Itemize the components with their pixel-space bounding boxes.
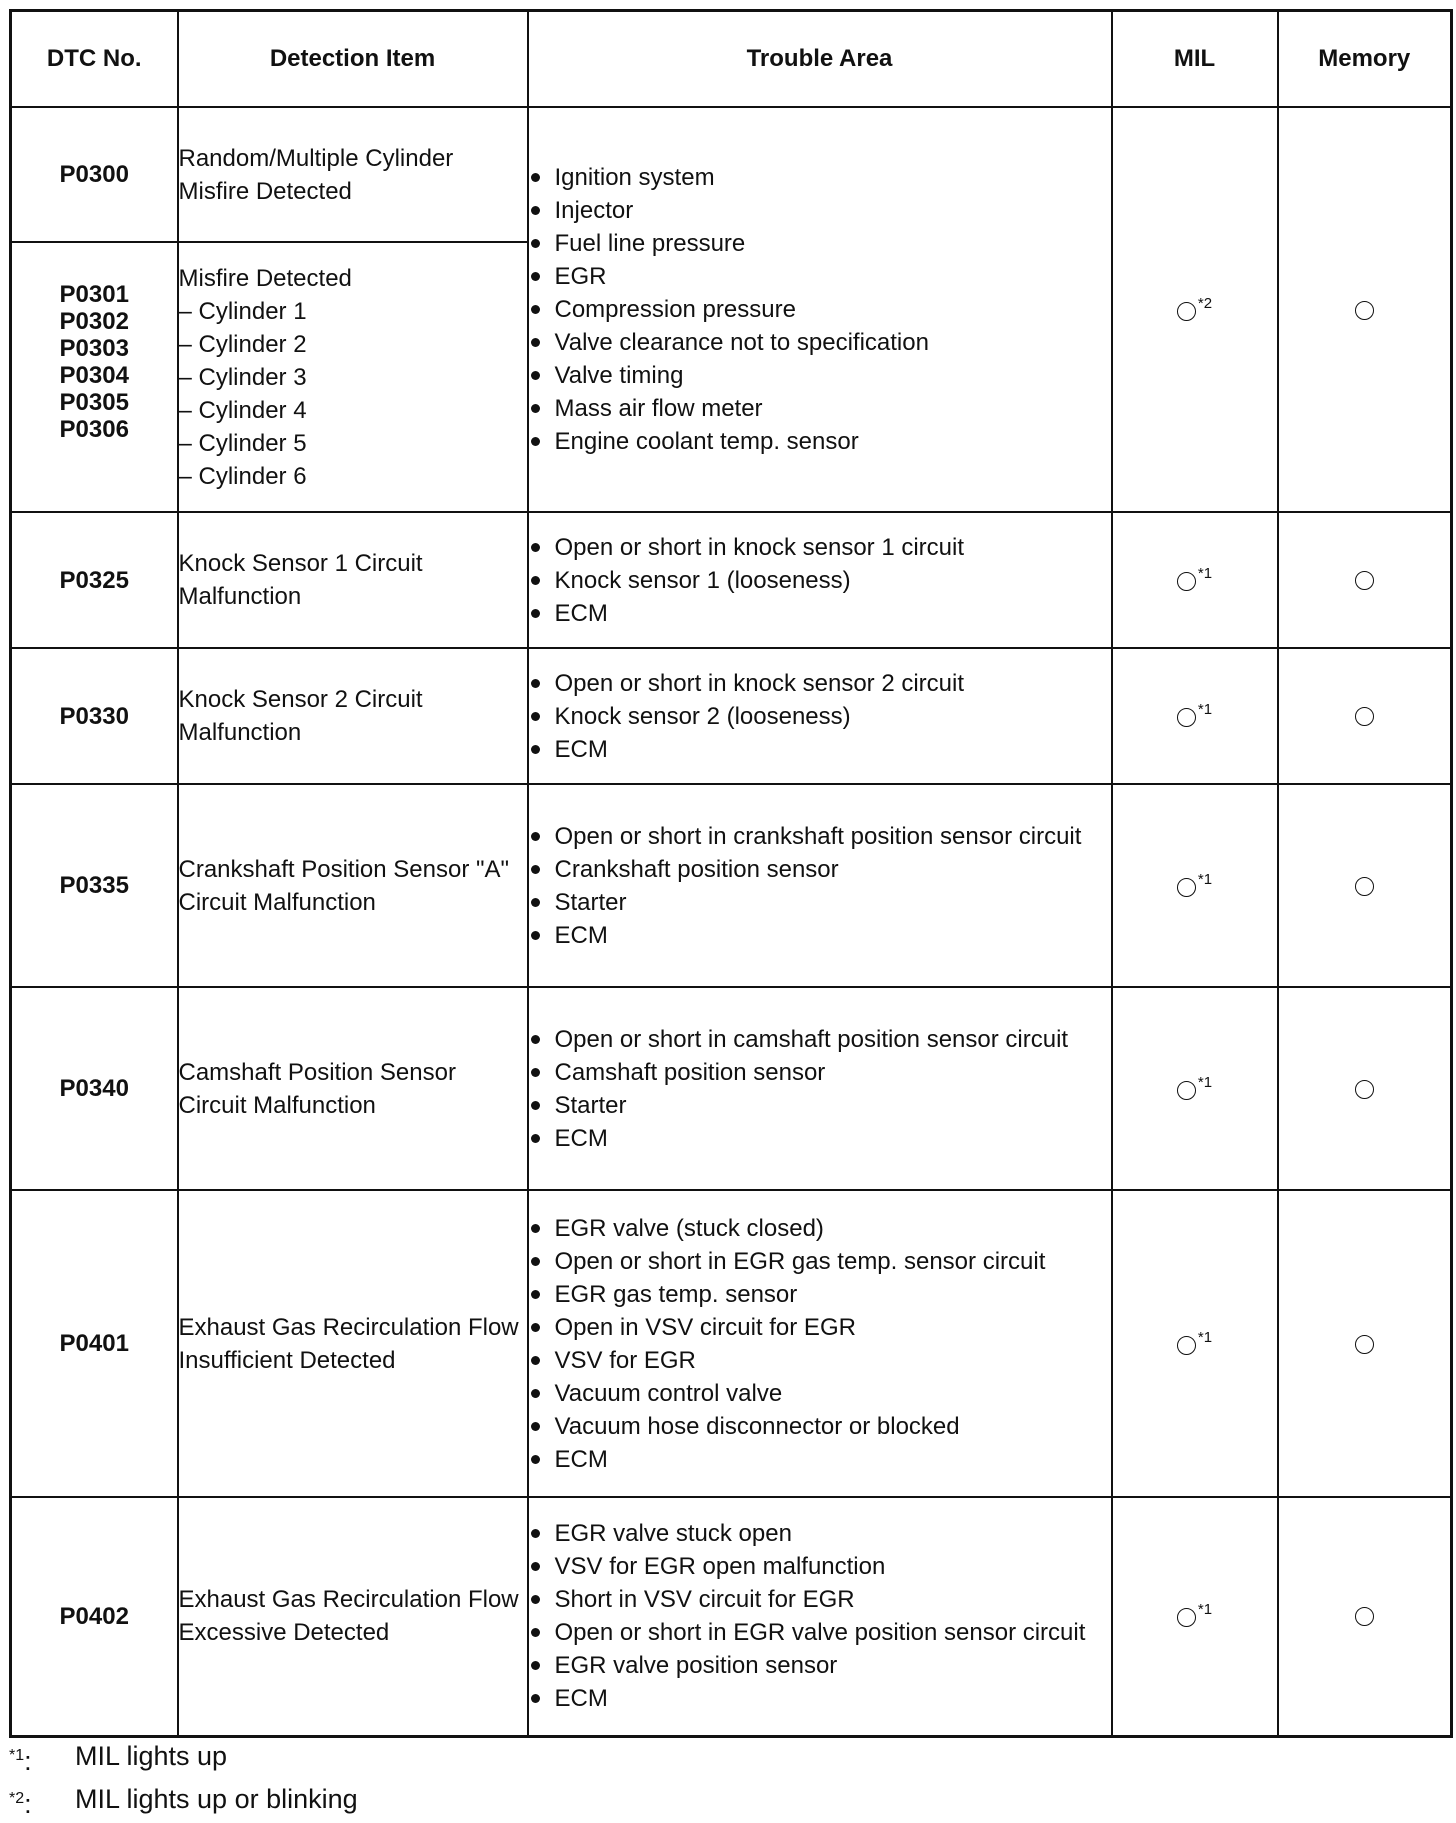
- detection-line: – Cylinder 6: [178, 462, 307, 490]
- circle-icon: [1177, 302, 1196, 321]
- trouble-item: Vacuum control valve: [529, 1377, 1111, 1410]
- trouble-area: [528, 648, 1112, 784]
- trouble-list: [529, 161, 1111, 458]
- dtc-code-list: [11, 242, 178, 512]
- circle-icon: [1177, 572, 1196, 591]
- trouble-area: [528, 512, 1112, 648]
- trouble-item: ECM: [529, 1682, 1111, 1715]
- header-memory: Memory: [1278, 11, 1452, 108]
- table-row: [11, 1497, 1452, 1736]
- header-mil: MIL: [1112, 11, 1278, 108]
- trouble-item: ECM: [529, 1122, 1111, 1155]
- detection-item: Knock Sensor 2 Circuit Malfunction: [178, 648, 528, 784]
- trouble-item: Valve timing: [529, 359, 1111, 392]
- dtc-code: P0306: [59, 416, 129, 443]
- circle-icon: [1177, 878, 1196, 897]
- mil-cell: [1112, 784, 1278, 987]
- footnotes: [9, 1737, 358, 1823]
- circle-icon: [1355, 707, 1374, 726]
- trouble-area: [528, 107, 1112, 512]
- memory-cell: [1278, 648, 1452, 784]
- footnote-mark-text: *1: [9, 1747, 25, 1764]
- footnote: [9, 1780, 358, 1823]
- trouble-item: Short in VSV circuit for EGR: [529, 1583, 1111, 1616]
- dtc-code: P0305: [59, 389, 129, 416]
- dtc-code: P0303: [59, 335, 129, 362]
- mil-footnote-ref: *1: [1197, 1601, 1213, 1619]
- circle-icon: [1355, 877, 1374, 896]
- detection-item: Exhaust Gas Recirculation Flow Insufficient Detected: [178, 1190, 528, 1497]
- trouble-area: [528, 1190, 1112, 1497]
- trouble-item: EGR valve (stuck closed): [529, 1212, 1111, 1245]
- trouble-list: [529, 1212, 1111, 1476]
- trouble-item: Camshaft position sensor: [529, 1056, 1111, 1089]
- dtc-code: P0401: [11, 1190, 178, 1497]
- table-row: [11, 987, 1452, 1190]
- trouble-item: Knock sensor 2 (looseness): [529, 700, 1111, 733]
- trouble-item: Engine coolant temp. sensor: [529, 425, 1111, 458]
- mil-cell: [1112, 107, 1278, 512]
- circle-icon: [1177, 1081, 1196, 1100]
- dtc-code: P0330: [11, 648, 178, 784]
- dtc-code: P0302: [59, 308, 129, 335]
- mil-cell: [1112, 1497, 1278, 1736]
- detection-item: [178, 242, 528, 512]
- trouble-item: Open or short in crankshaft position sensor circuit: [529, 820, 1111, 853]
- mil-footnote-ref: *1: [1197, 1073, 1213, 1091]
- circle-icon: [1177, 708, 1196, 727]
- mil-footnote-ref: *1: [1197, 701, 1213, 718]
- trouble-item: Valve clearance not to specification: [529, 326, 1111, 359]
- footnote: [9, 1737, 358, 1780]
- trouble-area: [528, 987, 1112, 1190]
- table-row: [11, 648, 1452, 784]
- trouble-list: [529, 667, 1111, 766]
- header-dtc-no: DTC No.: [11, 11, 178, 108]
- trouble-item: EGR gas temp. sensor: [529, 1278, 1111, 1311]
- dtc-code: P0402: [11, 1497, 178, 1736]
- footnote-mark-text: *2: [9, 1790, 25, 1807]
- mil-footnote-ref: *1: [1197, 565, 1213, 582]
- trouble-item: Starter: [529, 886, 1111, 919]
- detection-item: Knock Sensor 1 Circuit Malfunction: [178, 512, 528, 648]
- trouble-item: Injector: [529, 194, 1111, 227]
- dtc-code: P0340: [11, 987, 178, 1190]
- mil-cell: [1112, 1190, 1278, 1497]
- trouble-item: VSV for EGR open malfunction: [529, 1550, 1111, 1583]
- trouble-item: EGR: [529, 260, 1111, 293]
- trouble-item: Ignition system: [529, 161, 1111, 194]
- trouble-item: Fuel line pressure: [529, 227, 1111, 260]
- circle-icon: [1355, 1607, 1374, 1626]
- detection-item: Camshaft Position Sensor Circuit Malfunction: [178, 987, 528, 1190]
- trouble-item: Starter: [529, 1089, 1111, 1122]
- detection-item: Random/Multiple Cylinder Misfire Detected: [178, 107, 528, 242]
- circle-icon: [1355, 1080, 1374, 1099]
- memory-cell: [1278, 1497, 1452, 1736]
- trouble-item: Open or short in knock sensor 2 circuit: [529, 667, 1111, 700]
- header-trouble-area: Trouble Area: [528, 11, 1112, 108]
- trouble-item: ECM: [529, 597, 1111, 630]
- mil-cell: [1112, 987, 1278, 1190]
- dtc-code: P0301: [59, 281, 129, 308]
- footnote-mark: $^{*1}$:: [9, 1746, 32, 1776]
- trouble-item: Knock sensor 1 (looseness): [529, 564, 1111, 597]
- trouble-item: EGR valve stuck open: [529, 1517, 1111, 1550]
- table-row: [11, 107, 1452, 242]
- trouble-item: Crankshaft position sensor: [529, 853, 1111, 886]
- circle-icon: [1177, 1336, 1196, 1355]
- trouble-item: Open or short in EGR valve position sensor circuit: [529, 1616, 1111, 1649]
- dtc-code: P0335: [11, 784, 178, 987]
- trouble-item: Compression pressure: [529, 293, 1111, 326]
- memory-cell: [1278, 1190, 1452, 1497]
- detection-line: Misfire Detected: [178, 264, 352, 292]
- memory-cell: [1278, 107, 1452, 512]
- circle-icon: [1355, 1335, 1374, 1354]
- mil-footnote-ref: *2: [1197, 294, 1213, 312]
- trouble-item: ECM: [529, 733, 1111, 766]
- trouble-item: Mass air flow meter: [529, 392, 1111, 425]
- trouble-item: Open or short in camshaft position sensor circuit: [529, 1023, 1111, 1056]
- mil-footnote-ref: *1: [1197, 1328, 1213, 1346]
- trouble-item: ECM: [529, 919, 1111, 952]
- table-row: [11, 1190, 1452, 1497]
- trouble-item: Vacuum hose disconnector or blocked: [529, 1410, 1111, 1443]
- footnote-mark: $^{*2}$:: [9, 1789, 32, 1819]
- trouble-item: EGR valve position sensor: [529, 1649, 1111, 1682]
- detection-line: – Cylinder 4: [178, 396, 307, 424]
- memory-cell: [1278, 512, 1452, 648]
- trouble-item: Open or short in EGR gas temp. sensor circuit: [529, 1245, 1111, 1278]
- header-detection-item: Detection Item: [178, 11, 528, 108]
- trouble-list: [529, 1023, 1111, 1155]
- mil-cell: [1112, 512, 1278, 648]
- footnote-text: MIL lights up: [75, 1741, 228, 1771]
- detection-item: Exhaust Gas Recirculation Flow Excessive Detected: [178, 1497, 528, 1736]
- mil-footnote-ref: *1: [1197, 870, 1213, 888]
- dtc-code: P0325: [11, 512, 178, 648]
- detection-item: Crankshaft Position Sensor "A" Circuit Malfunction: [178, 784, 528, 987]
- trouble-item: Open in VSV circuit for EGR: [529, 1311, 1111, 1344]
- trouble-list: [529, 531, 1111, 630]
- table-row: [11, 512, 1452, 648]
- dtc-code: P0304: [59, 362, 129, 389]
- detection-line: – Cylinder 1: [178, 297, 307, 325]
- circle-icon: [1177, 1608, 1196, 1627]
- trouble-list: [529, 1517, 1111, 1715]
- detection-line: – Cylinder 2: [178, 330, 307, 358]
- circle-icon: [1355, 301, 1374, 320]
- trouble-item: VSV for EGR: [529, 1344, 1111, 1377]
- dtc-code: P0300: [11, 107, 178, 242]
- header-row: [11, 11, 1452, 108]
- detection-line: – Cylinder 5: [178, 429, 307, 457]
- memory-cell: [1278, 784, 1452, 987]
- footnote-text: MIL lights up or blinking: [75, 1784, 358, 1814]
- trouble-item: ECM: [529, 1443, 1111, 1476]
- trouble-area: [528, 784, 1112, 987]
- dtc-table: [9, 9, 1453, 1738]
- trouble-area: [528, 1497, 1112, 1736]
- detection-line: – Cylinder 3: [178, 363, 307, 391]
- memory-cell: [1278, 987, 1452, 1190]
- table-row: [11, 784, 1452, 987]
- mil-cell: [1112, 648, 1278, 784]
- trouble-item: Open or short in knock sensor 1 circuit: [529, 531, 1111, 564]
- trouble-list: [529, 820, 1111, 952]
- circle-icon: [1355, 571, 1374, 590]
